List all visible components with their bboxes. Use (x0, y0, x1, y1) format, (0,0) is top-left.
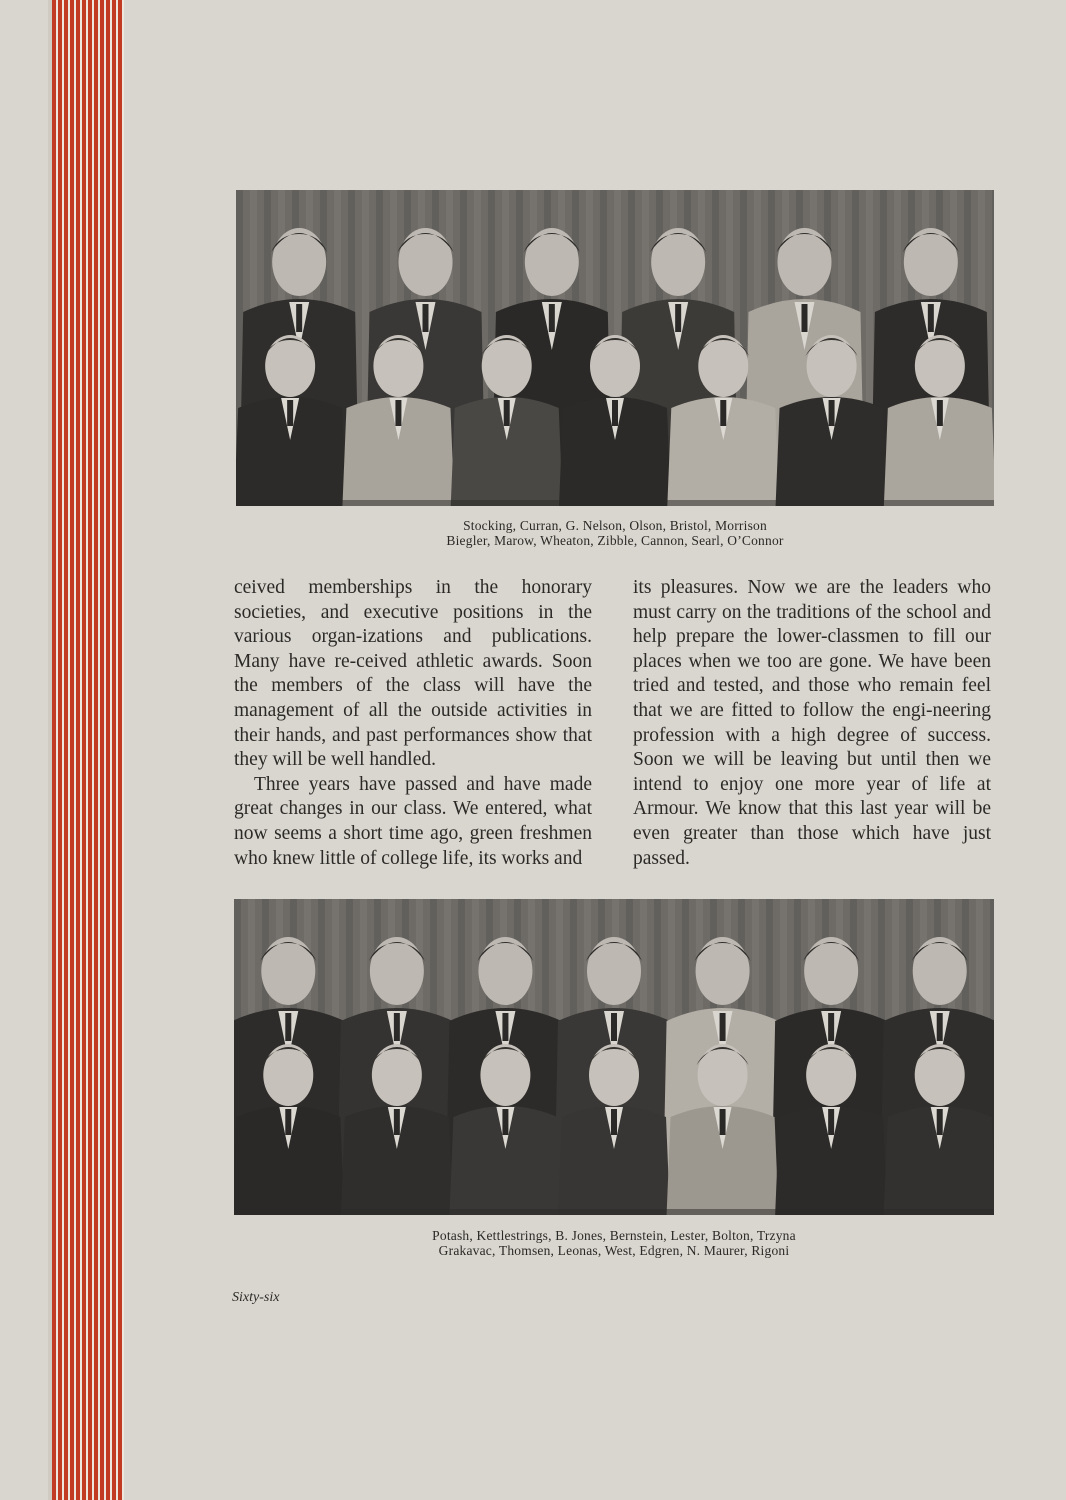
photo-1-caption (236, 518, 994, 548)
paragraph: Three years have passed and have made great changes in our class. We entered, what now seems a short time ago, green freshmen who knew little of college life, its works and (234, 773, 592, 869)
paragraph: ceived memberships in the honorary societies, and executive positions in the various organ-izations and publications. Many have re-ceived athletic awards. Soon the members of the class will have the management of all the outside activities in their hands, and past performances show that they will be well handled. (234, 577, 592, 771)
photo-1-caption-line-2: Biegler, Marow, Wheaton, Zibble, Cannon, Searl, O’Connor (446, 533, 784, 548)
paragraph: its pleasures. Now we are the leaders who must carry on the traditions of the school and help prepare the lower-classmen to fill our places when we too are gone. We have been tried and tested, and those who remain feel that we are fitted to follow the engi-neering profession with a high degree of success. Soon we will be leaving but until then we intend to enjoy one more year of life at Armour. We know that this last year will be even greater than those which have just passed. (633, 577, 991, 869)
body-column-left (234, 576, 592, 871)
group-photo-2 (234, 899, 994, 1215)
photo-2-caption (234, 1228, 994, 1258)
group-photo-1 (236, 190, 994, 506)
photo-2-caption-line-2: Grakavac, Thomsen, Leonas, West, Edgren, N. Maurer, Rigoni (438, 1243, 790, 1258)
body-column-right (633, 576, 991, 871)
photo-2-caption-line-1: Potash, Kettlestrings, B. Jones, Bernstein, Lester, Bolton, Trzyna (432, 1228, 796, 1243)
decorative-stripe-border (52, 0, 124, 1500)
page-number: Sixty-six (232, 1290, 280, 1305)
group-photo-2-image (234, 899, 994, 1215)
photo-1-caption-line-1: Stocking, Curran, G. Nelson, Olson, Bristol, Morrison (463, 518, 767, 533)
group-photo-1-image (236, 190, 994, 506)
